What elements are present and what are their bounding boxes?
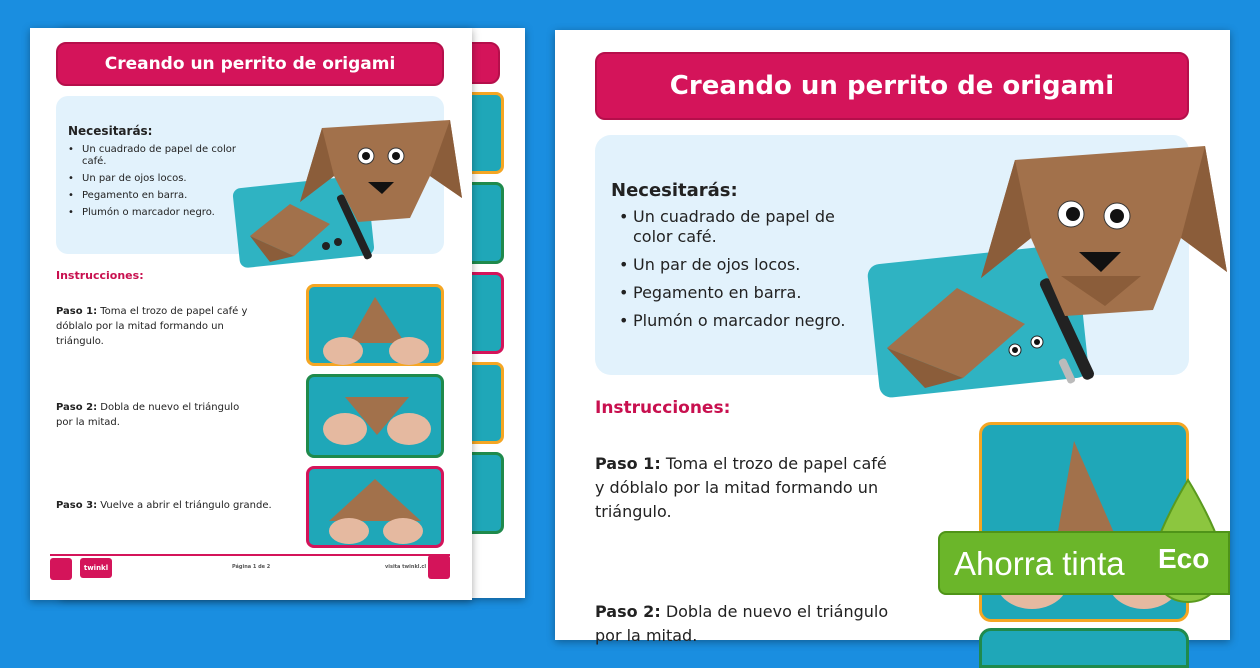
right-step-2 <box>595 600 895 648</box>
right-step-1 <box>595 452 895 524</box>
right-step-2-label: Paso 2: <box>595 602 661 621</box>
right-supplies-list <box>633 207 848 331</box>
left-step-2 <box>56 400 256 430</box>
left-step-3-text: Vuelve a abrir el triángulo grande. <box>100 500 272 511</box>
right-step-2-text: Dobla de nuevo el triángulo por la mitad. <box>595 602 889 645</box>
right-step-2-photo <box>979 628 1189 668</box>
left-instructions-heading: Instrucciones: <box>56 269 144 282</box>
right-supply-item: • Plumón o marcador negro. <box>633 311 848 331</box>
right-step-1-text: Toma el trozo de papel café y dóblalo por la mitad formando un triángulo. <box>595 454 887 521</box>
left-supplies-list <box>82 144 242 219</box>
left-step-3-label: Paso 3: <box>56 500 98 511</box>
left-step-1-label: Paso 1: <box>56 306 98 317</box>
right-supplies-heading: Necesitarás: <box>611 180 738 201</box>
left-step-3 <box>56 498 296 513</box>
right-origami-dog-image <box>865 126 1230 408</box>
ahorra-tinta-label: Ahorra tinta <box>954 545 1125 582</box>
left-footer-brand: twinkl <box>83 564 109 572</box>
right-instructions-heading: Instrucciones: <box>595 398 731 418</box>
left-supply-item: • Plumón o marcador negro. <box>82 207 242 219</box>
left-origami-dog-image <box>230 106 466 270</box>
left-title-bar <box>56 42 444 86</box>
left-footer-badge-logo <box>428 555 450 579</box>
left-step-2-label: Paso 2: <box>56 402 98 413</box>
right-supply-item: • Pegamento en barra. <box>633 283 848 303</box>
right-supply-item: • Un cuadrado de papel de color café. <box>633 207 848 247</box>
left-footer-qr-logo <box>50 558 72 580</box>
eco-label: Eco <box>1158 543 1210 574</box>
left-footer-line <box>50 554 450 556</box>
left-supply-item: • Un cuadrado de papel de color café. <box>82 144 242 168</box>
left-supply-item: • Pegamento en barra. <box>82 190 242 202</box>
left-step-1 <box>56 304 256 349</box>
left-footer-site: visita twinkl.cl <box>385 564 427 570</box>
left-supplies-heading: Necesitarás: <box>68 124 153 138</box>
right-title: Creando un perrito de origami <box>669 71 1115 101</box>
left-footer-twinkl-logo <box>80 558 112 578</box>
left-title: Creando un perrito de origami <box>104 54 396 74</box>
right-step-1-label: Paso 1: <box>595 454 661 473</box>
left-step-2-photo <box>306 374 444 458</box>
left-step-2-text: Dobla de nuevo el triángulo por la mitad. <box>56 402 240 428</box>
left-footer-page: Página 1 de 2 <box>232 564 271 570</box>
right-title-bar <box>595 52 1189 120</box>
left-step-1-photo <box>306 284 444 366</box>
left-step-3-photo <box>306 466 444 548</box>
left-worksheet-page <box>30 28 472 600</box>
left-step-1-text: Toma el trozo de papel café y dóblalo por la mitad formando un triángulo. <box>56 306 248 347</box>
left-supply-item: • Un par de ojos locos. <box>82 173 242 185</box>
right-supply-item: • Un par de ojos locos. <box>633 255 848 275</box>
